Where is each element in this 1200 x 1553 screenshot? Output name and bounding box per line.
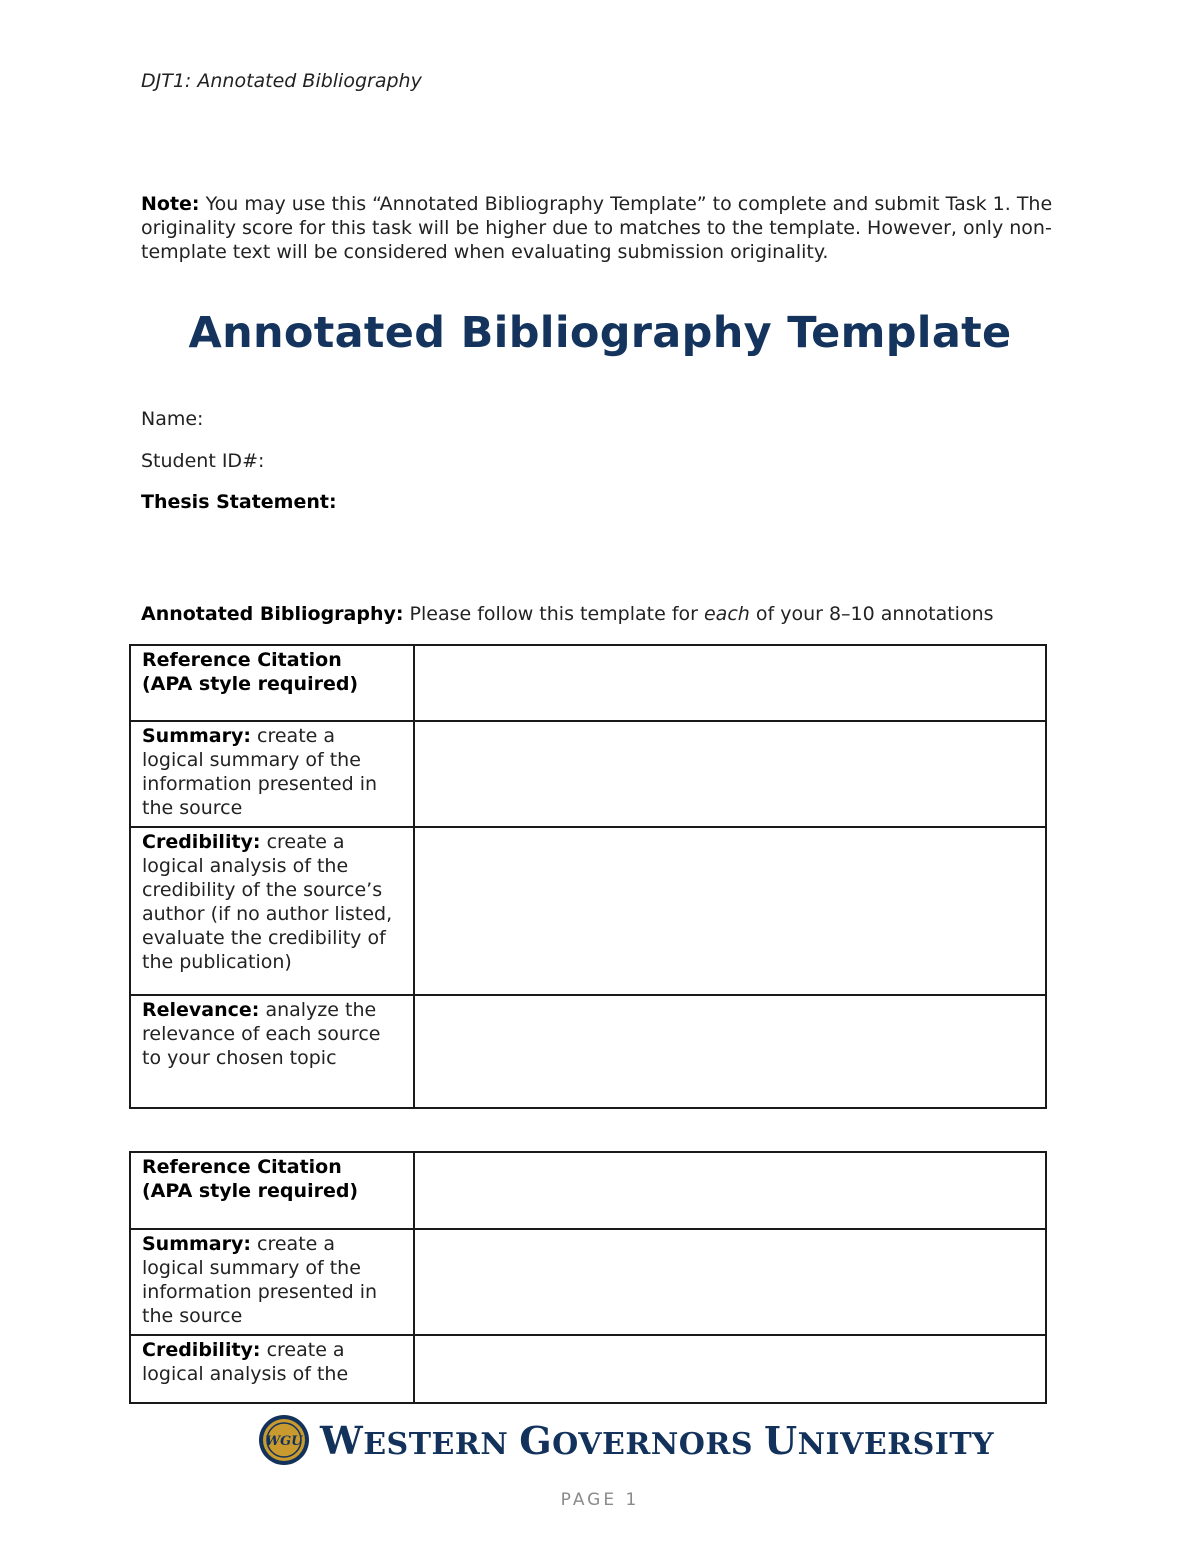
note-text: You may use this “Annotated Bibliography Template” to complete and submit Task 1. The originality score for this task will be higher due to matches to the template. However, only non-template text will be considered when evaluating submission originality. xyxy=(141,193,1053,263)
credibility-label-cell xyxy=(130,1335,414,1403)
relevance-entry-cell[interactable] xyxy=(414,995,1046,1108)
summary-entry-cell[interactable] xyxy=(414,1229,1046,1335)
intro-text-after: of your 8–10 annotations xyxy=(749,603,994,625)
page-number: PAGE 1 xyxy=(560,1490,640,1510)
annotated-bibliography-intro xyxy=(141,603,994,625)
summary-label-cell xyxy=(130,1229,414,1335)
wgu-logo xyxy=(258,1412,995,1468)
relevance-label-cell xyxy=(130,995,414,1108)
reference-entry-cell[interactable] xyxy=(414,645,1046,721)
reference-label-line1: Reference Citation xyxy=(142,1156,342,1178)
reference-entry-cell[interactable] xyxy=(414,1152,1046,1229)
summary-label-cell xyxy=(130,721,414,827)
table-row-relevance xyxy=(130,995,1046,1108)
table-row-summary xyxy=(130,721,1046,827)
note-label: Note: xyxy=(141,193,200,215)
annotation-table-1 xyxy=(129,644,1047,1109)
document-header: DJT1: Annotated Bibliography xyxy=(141,70,422,92)
reference-label-cell xyxy=(130,645,414,721)
reference-label-line2: (APA style required) xyxy=(142,673,359,695)
summary-instructions: create a logical summary of the information presented in the source xyxy=(142,1233,378,1327)
annotated-bibliography-label: Annotated Bibliography: xyxy=(141,603,404,625)
note-paragraph xyxy=(141,192,1071,264)
reference-label-line2: (APA style required) xyxy=(142,1180,359,1202)
summary-label: Summary: xyxy=(142,725,251,747)
summary-instructions: create a logical summary of the information presented in the source xyxy=(142,725,378,819)
table-row-credibility xyxy=(130,1335,1046,1403)
credibility-entry-cell[interactable] xyxy=(414,1335,1046,1403)
seal-lettering: WGU xyxy=(265,1434,303,1449)
table-row-reference xyxy=(130,1152,1046,1229)
credibility-instructions: create a logical analysis of the xyxy=(142,1339,349,1385)
reference-label-cell xyxy=(130,1152,414,1229)
credibility-label: Credibility: xyxy=(142,831,261,853)
thesis-statement-label: Thesis Statement: xyxy=(141,491,337,513)
credibility-instructions: create a logical analysis of the credibility of the source’s author (if no author listed, evaluate the credibility of the publication) xyxy=(142,831,393,973)
annotation-table-2 xyxy=(129,1151,1047,1404)
reference-label-line1: Reference Citation xyxy=(142,649,342,671)
table-row-credibility xyxy=(130,827,1046,995)
intro-emphasis: each xyxy=(703,603,750,625)
summary-label: Summary: xyxy=(142,1233,251,1255)
wgu-seal-icon xyxy=(258,1414,310,1466)
name-field-label: Name: xyxy=(141,408,204,430)
table-row-summary xyxy=(130,1229,1046,1335)
page-title: Annotated Bibliography Template xyxy=(188,308,1012,358)
student-id-field-label: Student ID#: xyxy=(141,450,265,472)
summary-entry-cell[interactable] xyxy=(414,721,1046,827)
credibility-label: Credibility: xyxy=(142,1339,261,1361)
credibility-label-cell xyxy=(130,827,414,995)
relevance-instructions: analyze the relevance of each source to your chosen topic xyxy=(142,999,381,1069)
credibility-entry-cell[interactable] xyxy=(414,827,1046,995)
intro-text-before: Please follow this template for xyxy=(403,603,704,625)
wgu-wordmark: WESTERN GOVERNORS UNIVERSITY xyxy=(320,1417,995,1463)
table-row-reference xyxy=(130,645,1046,721)
relevance-label: Relevance: xyxy=(142,999,260,1021)
